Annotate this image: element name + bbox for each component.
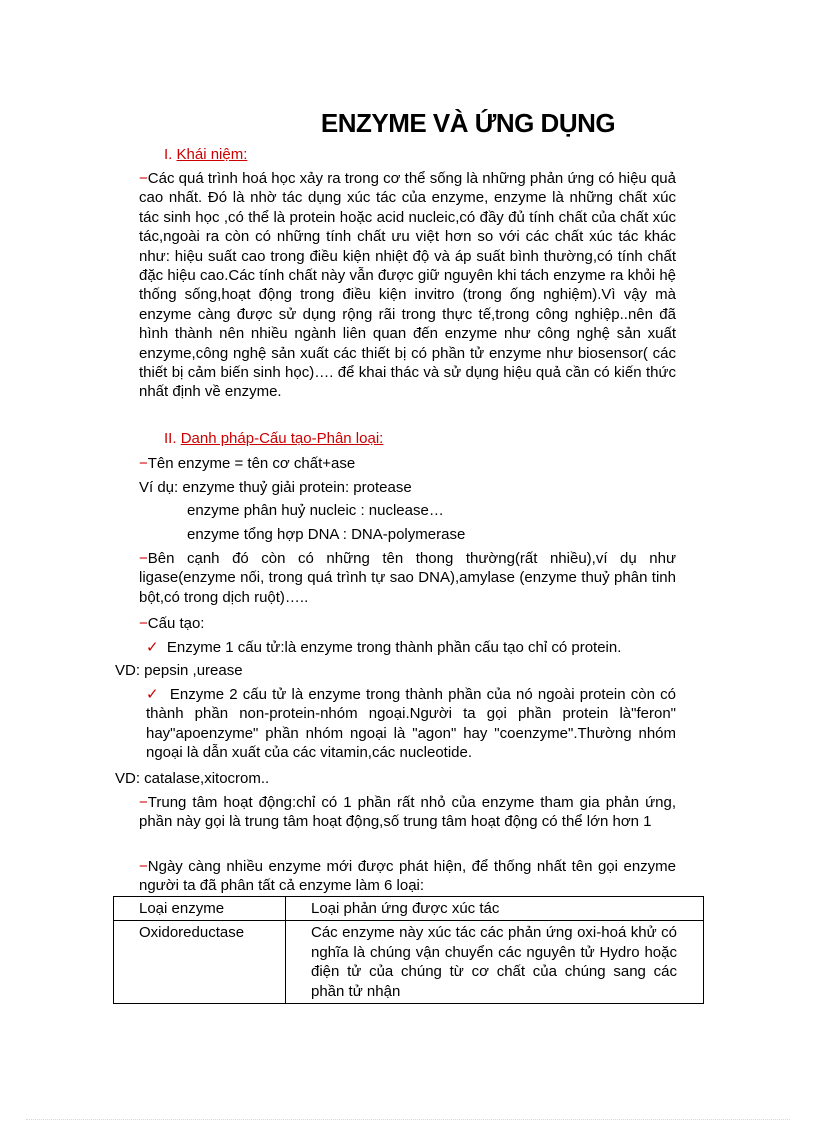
common-names-paragraph: −Bên cạnh đó còn có những tên thong thường(rất nhiều),ví dụ như ligase(enzyme nối, trong quá trình tự sao DNA),amylase (enzyme thuỷ phân tinh bột,có trong dịch ruột)….. [139, 550, 676, 606]
table-cell: Các enzyme này xúc tác các phản ứng oxi-hoá khử có nghĩa là chúng vận chuyển các nguyên tử Hydro hoặc điện tử của chúng từ cơ chất của chúng sang các phần tử nhận [286, 921, 704, 1004]
table-header-row [114, 897, 704, 921]
section-label: Khái niệm: [176, 146, 248, 163]
dash-bullet: − [139, 858, 148, 875]
intro-paragraph: −Các quá trình hoá học xảy ra trong cơ thể sống là những phản ứng có hiệu quả cao nhất. Đó là nhờ tác dụng xúc tác của enzyme, enzyme là những chất xúc tác sinh học ,có thể là protein hoặc acid nucleic,có đầy đủ tính chất của chất xúc tác,ngoài ra còn có những tính chất ưu việt hơn so với các chất xúc tác khác như: hiệu suất cao trong điều kiện nhiệt độ và áp suất bình thường,có tính chất đặc hiệu cao.Các tính chất này vẫn được giữ nguyên khi tách enzyme ra khỏi hệ thống sống,hoạt động trong điều kiện invitro (trong ống nghiệm).Vì vậy mà enzyme càng được sử dụng rộng rãi trong thực tế,trong công nghiệp..nên đã hình thành nên nhiều ngành liên quan đến enzyme như công nghệ sản xuất enzyme,công nghệ sản xuất các thiết bị có phần tử enzyme như biosensor( các thiết bị cảm biến sinh học)…. để khai thác và sử dụng hiệu quả cần có kiến thức nhất định về enzyme. [139, 170, 676, 401]
check-item-1: ✓ Enzyme 1 cấu tử:là enzyme trong thành phần cấu tạo chỉ có protein. [146, 639, 622, 656]
section-number: II. [164, 430, 177, 447]
check-item-2: ✓ Enzyme 2 cấu tử là enzyme trong thành phần của nó ngoài protein còn có thành phần non-protein-nhóm ngoại.Người ta gọi phần protein là"feron" hay"apoenzyme" phần nhóm ngoại là "agon" hay "coenzyme".Thường nhóm ngoại là dẫn xuất của các vitamin,các nucleotide. [146, 686, 676, 762]
page-bottom-divider [26, 1119, 790, 1120]
example-1: Ví dụ: enzyme thuỷ giải protein: protease [139, 479, 412, 496]
example-vd-1: VD: pepsin ,urease [115, 662, 243, 679]
naming-rule: −Tên enzyme = tên cơ chất+ase [139, 455, 356, 472]
classification-paragraph: −Ngày càng nhiều enzyme mới được phát hiện, để thống nhất tên gọi enzyme người ta đã phân tất cả enzyme làm 6 loại: [139, 858, 676, 895]
section-label: Danh pháp-Cấu tạo-Phân loại: [180, 430, 384, 447]
dash-bullet: − [139, 455, 148, 472]
section-heading-1 [164, 146, 247, 163]
header-cell: Loại phản ứng được xúc tác [286, 897, 704, 921]
dash-bullet: − [139, 550, 148, 567]
structure-heading: −Cấu tạo: [139, 615, 205, 632]
check-icon: ✓ [146, 639, 159, 656]
header-cell: Loại enzyme [114, 897, 286, 921]
check-icon: ✓ [146, 686, 160, 703]
document-title: ENZYME VÀ ỨNG DỤNG [320, 108, 616, 138]
section-number: I. [164, 146, 173, 163]
table-cell: Oxidoreductase [114, 921, 286, 1004]
example-vd-2: VD: catalase,xitocrom.. [115, 770, 270, 787]
table-row [114, 921, 704, 1004]
dash-bullet: − [139, 615, 148, 632]
dash-bullet: − [139, 170, 148, 187]
section-heading-2 [164, 430, 383, 447]
active-site-paragraph: −Trung tâm hoạt động:chỉ có 1 phần rất nhỏ của enzyme tham gia phản ứng, phần này gọi là trung tâm hoạt động,số trung tâm hoạt động có thể lớn hơn 1 [139, 794, 676, 831]
example-2: enzyme phân huỷ nucleic : nuclease… [187, 502, 444, 519]
example-3: enzyme tổng hợp DNA : DNA-polymerase [187, 526, 466, 543]
enzyme-types-table [113, 896, 704, 1004]
dash-bullet: − [139, 794, 148, 811]
